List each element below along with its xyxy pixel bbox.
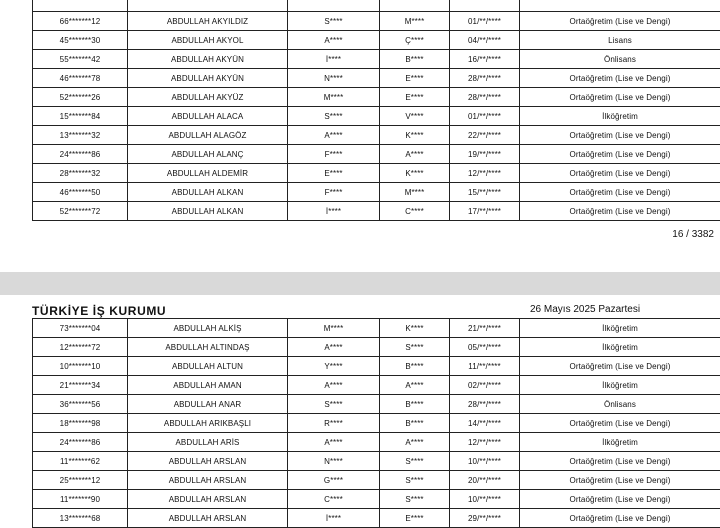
mother-name-cell: S**** (380, 490, 450, 509)
table-row (33, 452, 720, 471)
name-cell: ABDULLAH ALTINDAŞ (128, 338, 288, 357)
table-row (33, 490, 720, 509)
education-cell: Ortaöğretim (Lise ve Dengi) (520, 490, 720, 509)
table-row (33, 395, 720, 414)
birth-date-cell: 19/**/**** (450, 145, 520, 164)
tc-number-cell: 46*******50 (33, 183, 128, 202)
tc-number-cell: 13*******68 (33, 509, 128, 528)
father-name-cell: R**** (288, 414, 380, 433)
name-cell: ABDULLAH ALANÇ (128, 145, 288, 164)
table-row (33, 202, 720, 221)
education-cell (520, 0, 720, 12)
father-name-cell: İ**** (288, 202, 380, 221)
page-number: 16 / 3382 (672, 229, 714, 240)
education-cell: Ortaöğretim (Lise ve Dengi) (520, 12, 720, 31)
education-cell: Ortaöğretim (Lise ve Dengi) (520, 126, 720, 145)
mother-name-cell: S**** (380, 452, 450, 471)
birth-date-cell: 20/**/**** (450, 471, 520, 490)
birth-date-cell: 14/**/**** (450, 414, 520, 433)
table-row (33, 145, 720, 164)
document-page-bottom (0, 295, 720, 527)
name-cell: ABDULLAH AKYILDIZ (128, 12, 288, 31)
father-name-cell: F**** (288, 145, 380, 164)
birth-date-cell: 15/**/**** (450, 183, 520, 202)
table-row (33, 183, 720, 202)
table-row (33, 69, 720, 88)
birth-date-cell: 02/**/**** (450, 376, 520, 395)
document-date: 26 Mayıs 2025 Pazartesi (530, 304, 640, 315)
name-cell: ABDULLAH ALKAN (128, 202, 288, 221)
mother-name-cell: Ç**** (380, 31, 450, 50)
mother-name-cell: B**** (380, 50, 450, 69)
mother-name-cell: A**** (380, 376, 450, 395)
father-name-cell: M**** (288, 88, 380, 107)
birth-date-cell: 16/**/**** (450, 50, 520, 69)
name-cell: ABDULLAH ARSLAN (128, 490, 288, 509)
tc-number-cell: 18*******98 (33, 414, 128, 433)
birth-date-cell: 28/**/**** (450, 69, 520, 88)
tc-number-cell: 13*******32 (33, 126, 128, 145)
tc-number-cell: 66*******12 (33, 12, 128, 31)
name-cell: ABDULLAH ARIKBAŞLI (128, 414, 288, 433)
birth-date-cell: 12/**/**** (450, 433, 520, 452)
tc-number-cell: 21*******34 (33, 376, 128, 395)
table-row (33, 319, 720, 338)
father-name-cell: A**** (288, 31, 380, 50)
education-cell: İlköğretim (520, 338, 720, 357)
education-cell: Ortaöğretim (Lise ve Dengi) (520, 509, 720, 528)
tc-number-cell: 45*******30 (33, 31, 128, 50)
education-cell: Ortaöğretim (Lise ve Dengi) (520, 183, 720, 202)
table-row (33, 126, 720, 145)
education-cell: Ortaöğretim (Lise ve Dengi) (520, 88, 720, 107)
education-cell: Ortaöğretim (Lise ve Dengi) (520, 164, 720, 183)
mother-name-cell: K**** (380, 126, 450, 145)
table-row (33, 88, 720, 107)
education-cell: Ortaöğretim (Lise ve Dengi) (520, 452, 720, 471)
tc-number-cell: 11*******90 (33, 490, 128, 509)
birth-date-cell: 01/**/**** (450, 12, 520, 31)
father-name-cell: A**** (288, 338, 380, 357)
name-cell: ABDULLAH ALKAN (128, 183, 288, 202)
tc-number-cell: 15*******84 (33, 107, 128, 126)
father-name-cell: M**** (288, 319, 380, 338)
birth-date-cell: 28/**/**** (450, 395, 520, 414)
name-cell: ABDULLAH AKYÜN (128, 69, 288, 88)
applicant-table-top (32, 0, 720, 221)
birth-date-cell: 05/**/**** (450, 338, 520, 357)
mother-name-cell: B**** (380, 357, 450, 376)
education-cell: Ortaöğretim (Lise ve Dengi) (520, 69, 720, 88)
mother-name-cell: E**** (380, 88, 450, 107)
mother-name-cell: E**** (380, 509, 450, 528)
table-row (33, 12, 720, 31)
name-cell: ABDULLAH ALTUN (128, 357, 288, 376)
name-cell: ABDULLAH ANAR (128, 395, 288, 414)
father-name-cell: S**** (288, 107, 380, 126)
father-name-cell: İ**** (288, 509, 380, 528)
table-row (33, 471, 720, 490)
mother-name-cell: M**** (380, 183, 450, 202)
tc-number-cell: 12*******72 (33, 338, 128, 357)
mother-name-cell: M**** (380, 12, 450, 31)
birth-date-cell: 21/**/**** (450, 319, 520, 338)
birth-date-cell (450, 0, 520, 12)
table-row (33, 376, 720, 395)
father-name-cell: S**** (288, 395, 380, 414)
table-row (33, 31, 720, 50)
father-name-cell: A**** (288, 433, 380, 452)
mother-name-cell: C**** (380, 202, 450, 221)
mother-name-cell: A**** (380, 145, 450, 164)
education-cell: Önlisans (520, 395, 720, 414)
name-cell: ABDULLAH ALAGÖZ (128, 126, 288, 145)
tc-number-cell: 55*******42 (33, 50, 128, 69)
table-row (33, 338, 720, 357)
birth-date-cell: 12/**/**** (450, 164, 520, 183)
name-cell: ABDULLAH ARİS (128, 433, 288, 452)
tc-number-cell: 24*******86 (33, 145, 128, 164)
name-cell: ABDULLAH ALKİŞ (128, 319, 288, 338)
father-name-cell: Y**** (288, 357, 380, 376)
mother-name-cell (380, 0, 450, 12)
table-row (33, 164, 720, 183)
education-cell: Ortaöğretim (Lise ve Dengi) (520, 202, 720, 221)
father-name-cell (288, 0, 380, 12)
tc-number-cell: 28*******32 (33, 164, 128, 183)
birth-date-cell: 22/**/**** (450, 126, 520, 145)
name-cell: ABDULLAH AKYÜN (128, 50, 288, 69)
education-cell: İlköğretim (520, 107, 720, 126)
education-cell: Önlisans (520, 50, 720, 69)
tc-number-cell: 73*******04 (33, 319, 128, 338)
birth-date-cell: 28/**/**** (450, 88, 520, 107)
name-cell: ABDULLAH ALDEMİR (128, 164, 288, 183)
father-name-cell: C**** (288, 490, 380, 509)
table-row (33, 50, 720, 69)
name-cell: ABDULLAH AKYOL (128, 31, 288, 50)
birth-date-cell: 10/**/**** (450, 490, 520, 509)
table-row (33, 509, 720, 528)
father-name-cell: G**** (288, 471, 380, 490)
birth-date-cell: 01/**/**** (450, 107, 520, 126)
father-name-cell: E**** (288, 164, 380, 183)
mother-name-cell: B**** (380, 414, 450, 433)
name-cell: ABDULLAH ARSLAN (128, 452, 288, 471)
tc-number-cell: 36*******56 (33, 395, 128, 414)
mother-name-cell: K**** (380, 164, 450, 183)
name-cell: ABDULLAH ALACA (128, 107, 288, 126)
birth-date-cell: 11/**/**** (450, 357, 520, 376)
table-row (33, 433, 720, 452)
applicant-table-bottom (32, 318, 720, 528)
education-cell: Ortaöğretim (Lise ve Dengi) (520, 414, 720, 433)
education-cell: Ortaöğretim (Lise ve Dengi) (520, 145, 720, 164)
birth-date-cell: 04/**/**** (450, 31, 520, 50)
tc-number-cell: 11*******62 (33, 452, 128, 471)
father-name-cell: İ**** (288, 50, 380, 69)
father-name-cell: A**** (288, 126, 380, 145)
tc-number-cell: 46*******78 (33, 69, 128, 88)
birth-date-cell: 17/**/**** (450, 202, 520, 221)
education-cell: Lisans (520, 31, 720, 50)
tc-number-cell (33, 0, 128, 12)
tc-number-cell: 10*******10 (33, 357, 128, 376)
mother-name-cell: S**** (380, 338, 450, 357)
birth-date-cell: 10/**/**** (450, 452, 520, 471)
education-cell: Ortaöğretim (Lise ve Dengi) (520, 471, 720, 490)
organization-title: TÜRKİYE İŞ KURUMU (32, 304, 166, 318)
father-name-cell: N**** (288, 69, 380, 88)
tc-number-cell: 24*******86 (33, 433, 128, 452)
table-row (33, 357, 720, 376)
father-name-cell: S**** (288, 12, 380, 31)
father-name-cell: F**** (288, 183, 380, 202)
table-row (33, 0, 720, 12)
education-cell: İlköğretim (520, 376, 720, 395)
mother-name-cell: E**** (380, 69, 450, 88)
name-cell (128, 0, 288, 12)
mother-name-cell: K**** (380, 319, 450, 338)
education-cell: Ortaöğretim (Lise ve Dengi) (520, 357, 720, 376)
mother-name-cell: S**** (380, 471, 450, 490)
name-cell: ABDULLAH ARSLAN (128, 509, 288, 528)
name-cell: ABDULLAH AKYÜZ (128, 88, 288, 107)
tc-number-cell: 52*******26 (33, 88, 128, 107)
tc-number-cell: 52*******72 (33, 202, 128, 221)
page-separator (0, 272, 720, 295)
birth-date-cell: 29/**/**** (450, 509, 520, 528)
father-name-cell: A**** (288, 376, 380, 395)
mother-name-cell: A**** (380, 433, 450, 452)
tc-number-cell: 25*******12 (33, 471, 128, 490)
mother-name-cell: B**** (380, 395, 450, 414)
table-row (33, 414, 720, 433)
table-row (33, 107, 720, 126)
father-name-cell: N**** (288, 452, 380, 471)
mother-name-cell: V**** (380, 107, 450, 126)
name-cell: ABDULLAH ARSLAN (128, 471, 288, 490)
education-cell: İlköğretim (520, 433, 720, 452)
name-cell: ABDULLAH AMAN (128, 376, 288, 395)
education-cell: İlköğretim (520, 319, 720, 338)
